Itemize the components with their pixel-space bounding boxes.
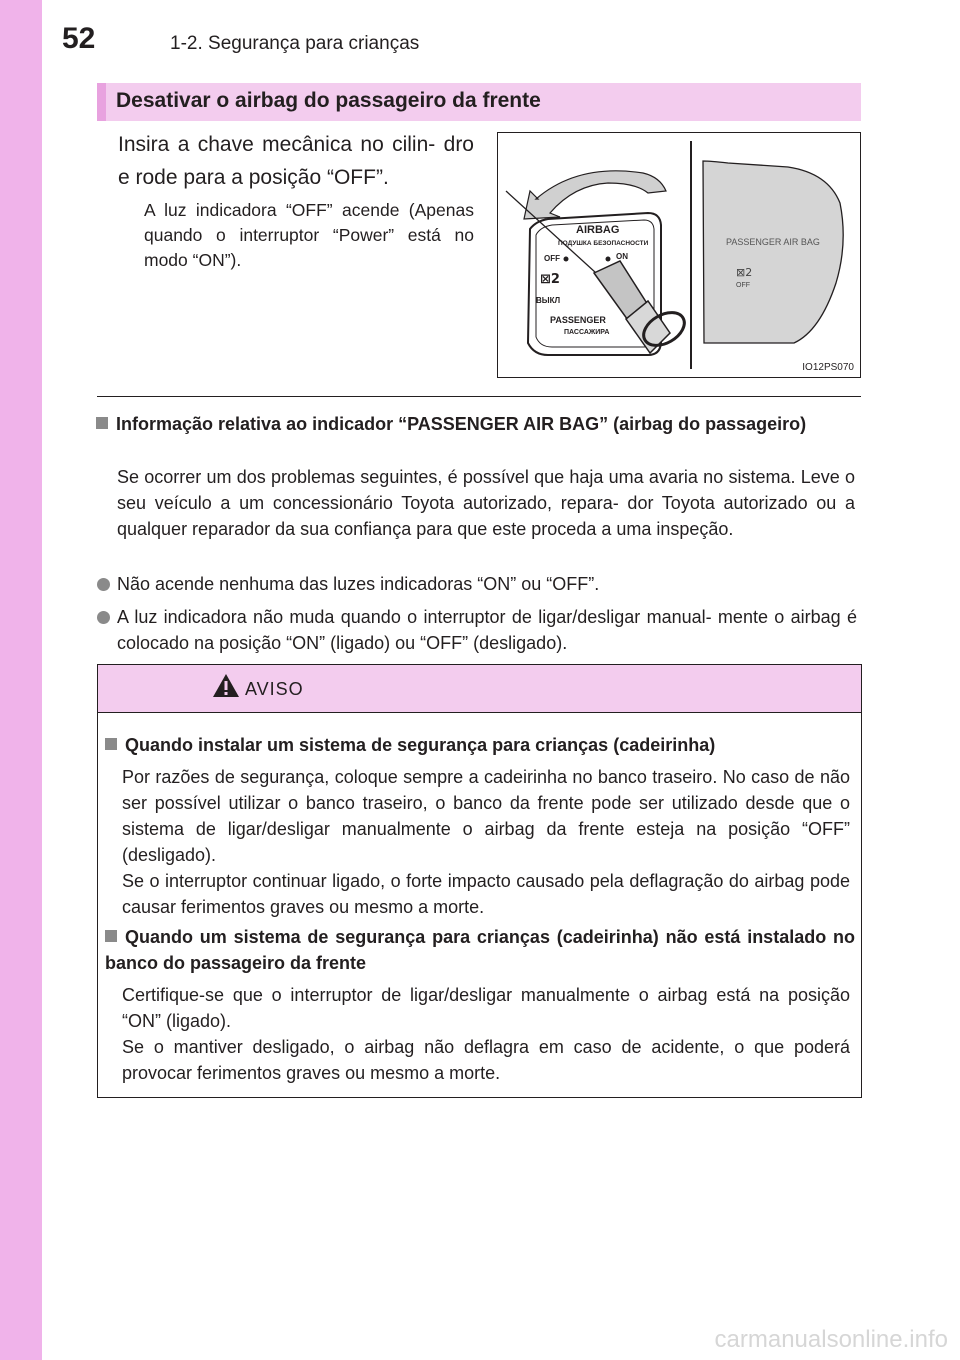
page-number: 52 — [62, 22, 96, 55]
step-note: A luz indicadora “OFF” acende (Apenas quando o interruptor “Power” está no modo “ON”). — [144, 200, 474, 270]
step-text: Insira a chave mecânica no cilin- dro e rode para a posição “OFF”. — [118, 133, 474, 189]
info-bullet-text: A luz indicadora não muda quando o interruptor de ligar/desligar manual- mente o airbag é colocado na posição “ON” (ligado) ou “OFF” (desligado). — [117, 607, 857, 653]
warning-item-body: Se o mantiver desligado, o airbag não deflagra em caso de acidente, o que poderá provocar ferimentos graves ou mesmo a morte. — [122, 1037, 850, 1083]
panel-passenger-airbag-label: PASSENGER AIR BAG — [726, 237, 820, 247]
warning-item-body: Certifique-se que o interruptor de ligar/desligar manualmente o airbag está na posição “ON” (ligado). — [122, 985, 850, 1031]
info-bullet — [97, 571, 857, 597]
switch-off-label: OFF — [544, 254, 560, 263]
info-bullet — [97, 604, 857, 656]
svg-text:⊠2: ⊠2 — [540, 272, 560, 287]
warning-item-body: Se o interruptor continuar ligado, o forte impacto causado pela deflagração do airbag pode causar ferimentos graves ou mesmo a morte. — [122, 871, 850, 917]
square-bullet-icon — [105, 930, 117, 942]
warning-item-body: Por razões de segurança, coloque sempre a cadeirinha no banco traseiro. No caso de não ser possível utilizar o banco traseiro, o banco da frente pode ser utilizado desde que o sistema de ligar/desligar manualmente o airbag da frente esteja na posição “OFF” (desligado). — [122, 767, 850, 865]
watermark: carmanualsonline.info — [714, 1326, 948, 1353]
figure-airbag-switch — [497, 132, 861, 378]
section-divider — [97, 396, 861, 397]
side-tab-band — [0, 0, 42, 1360]
switch-on-label: ON — [616, 252, 628, 261]
round-bullet-icon — [97, 578, 110, 591]
switch-vykl-label: ВЫКЛ — [536, 296, 561, 305]
switch-russian-top-label: ПОДУШКА БЕЗОПАСНОСТИ — [558, 240, 649, 247]
info-heading-text: Informação relativa ao indicador “PASSENGER AIR BAG” (airbag do passageiro) — [116, 414, 807, 434]
info-bullet-text: Não acende nenhuma das luzes indicadoras “ON” ou “OFF”. — [117, 574, 600, 594]
switch-russian-bottom-label: ПАССАЖИРА — [564, 329, 610, 336]
svg-text:⊠2: ⊠2 — [736, 266, 753, 279]
square-bullet-icon — [105, 738, 117, 750]
section-header-bar — [97, 83, 106, 121]
warning-item-heading-text: Quando instalar um sistema de segurança para crianças (cadeirinha) — [125, 735, 716, 755]
warning-header — [98, 665, 861, 713]
section-header — [97, 83, 861, 121]
warning-item-heading-text: Quando um sistema de segurança para crianças (cadeirinha) não está instalado no banco do passageiro da frente — [105, 927, 855, 973]
panel-off-label: OFF — [736, 282, 750, 289]
info-heading — [96, 411, 862, 437]
warning-box — [97, 664, 862, 1098]
section-title: Desativar o airbag do passageiro da frente — [116, 89, 541, 112]
figure-id: IO12PS070 — [802, 362, 854, 373]
running-head: 1-2. Segurança para crianças — [170, 33, 420, 54]
switch-passenger-label: PASSENGER — [550, 315, 606, 325]
airbag-switch-illustration — [498, 133, 860, 377]
round-bullet-icon — [97, 611, 110, 624]
warning-title: AVISO — [245, 679, 304, 699]
warning-triangle-icon — [212, 673, 240, 699]
warning-item-heading — [105, 924, 855, 976]
switch-airbag-label: AIRBAG — [576, 224, 620, 236]
warning-item-heading — [105, 732, 855, 758]
info-body: Se ocorrer um dos problemas seguintes, é possível que haja uma avaria no sistema. Leve o seu veículo a um concessionário Toyota autorizado, repara- dor Toyota autorizado ou a qualquer reparador da sua confiança para que este proceda a uma inspeção. — [117, 467, 855, 539]
square-bullet-icon — [96, 417, 108, 429]
